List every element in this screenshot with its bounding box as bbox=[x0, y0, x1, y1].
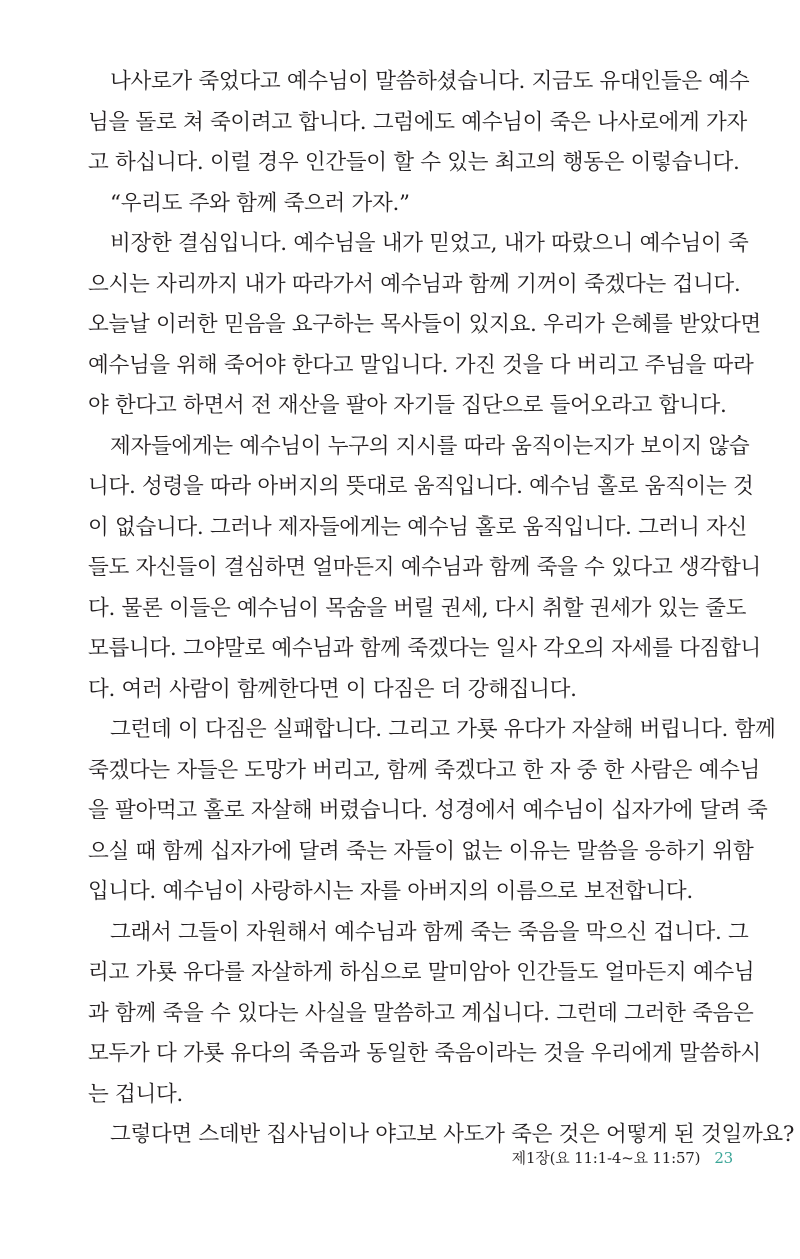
text-line: “우리도 주와 함께 죽으러 가자.” bbox=[110, 190, 410, 216]
text-line: 모두가 다 가룟 유다의 죽음과 동일한 죽음이라는 것을 우리에게 말씀하시 bbox=[88, 1041, 761, 1066]
text-line: 니다. 성령을 따라 아버지의 뜻대로 움직입니다. 예수님 홀로 움직이는 것 bbox=[88, 474, 754, 499]
text-line: 나사로가 죽었다고 예수님이 말씀하셨습니다. 지금도 유대인들은 예수 bbox=[110, 69, 750, 94]
text-line: 오늘날 이러한 믿음을 요구하는 목사들이 있지요. 우리가 은혜를 받았다면 bbox=[88, 312, 761, 337]
text-line: 죽겠다는 자들은 도망가 버리고, 함께 죽겠다고 한 자 중 한 사람은 예수님 bbox=[88, 757, 761, 783]
text-line: 야 한다고 하면서 전 재산을 팔아 자기들 집단으로 들어오라고 합니다. bbox=[88, 393, 727, 418]
paragraph bbox=[88, 224, 761, 427]
paragraph bbox=[88, 427, 761, 711]
text-line: 님을 돌로 쳐 죽이려고 합니다. 그럼에도 예수님이 죽은 나사로에게 가자 bbox=[88, 109, 747, 135]
text-line: 그런데 이 다짐은 실패합니다. 그리고 가룟 유다가 자살해 버립니다. 함께 bbox=[110, 717, 776, 742]
body-text bbox=[88, 62, 795, 1156]
paragraph bbox=[88, 62, 750, 184]
text-line: 으시는 자리까지 내가 따라가서 예수님과 함께 기꺼이 죽겠다는 겁니다. bbox=[88, 271, 741, 297]
text-line: 모릅니다. 그야말로 예수님과 함께 죽겠다는 일사 각오의 자세를 다짐합니 bbox=[88, 636, 761, 661]
page-number: 23 bbox=[714, 1149, 733, 1167]
text-line: 입니다. 예수님이 사랑하시는 자를 아버지의 이름으로 보전합니다. bbox=[88, 879, 693, 904]
text-line: 다. 물론 이들은 예수님이 목숨을 버릴 권세, 다시 취할 권세가 있는 줄도 bbox=[88, 595, 747, 621]
text-line: 제자들에게는 예수님이 누구의 지시를 따라 움직이는지가 보이지 않습 bbox=[110, 433, 750, 459]
text-line: 그래서 그들이 자원해서 예수님과 함께 죽는 죽음을 막으신 겁니다. 그 bbox=[110, 919, 749, 945]
text-line: 들도 자신들이 결심하면 얼마든지 예수님과 함께 죽을 수 있다고 생각합니 bbox=[88, 555, 761, 580]
text-line: 과 함께 죽을 수 있다는 사실을 말씀하고 계십니다. 그런데 그러한 죽음은 bbox=[88, 1000, 754, 1026]
text-line: 다. 여러 사람이 함께한다면 이 다짐은 더 강해집니다. bbox=[88, 676, 577, 702]
text-line: 으실 때 함께 십자가에 달려 죽는 자들이 없는 이유는 말씀을 응하기 위함 bbox=[88, 838, 754, 864]
page-footer bbox=[512, 1147, 733, 1168]
text-line: 리고 가룟 유다를 자살하게 하심으로 말미암아 인간들도 얼마든지 예수님 bbox=[88, 960, 755, 985]
text-line: 고 하십니다. 이럴 경우 인간들이 할 수 있는 최고의 행동은 이렇습니다. bbox=[88, 150, 740, 175]
paragraph bbox=[88, 913, 761, 1116]
text-line: 는 겁니다. bbox=[88, 1081, 183, 1107]
paragraph bbox=[88, 710, 776, 913]
text-line: 을 팔아먹고 홀로 자살해 버렸습니다. 성경에서 예수님이 십자가에 달려 죽 bbox=[88, 798, 768, 823]
text-line: 비장한 결심입니다. 예수님을 내가 믿었고, 내가 따랐으니 예수님이 죽 bbox=[110, 231, 749, 256]
text-line: 그렇다면 스데반 집사님이나 야고보 사도가 죽은 것은 어떻게 된 것일까요? bbox=[110, 1122, 795, 1147]
paragraph bbox=[88, 184, 736, 225]
text-line: 예수님을 위해 죽어야 한다고 말입니다. 가진 것을 다 버리고 주님을 따라 bbox=[88, 352, 754, 378]
text-line: 이 없습니다. 그러나 제자들에게는 예수님 홀로 움직입니다. 그러니 자신 bbox=[88, 514, 747, 540]
running-head: 제1장(요 11:1-4~요 11:57) bbox=[511, 1149, 701, 1167]
